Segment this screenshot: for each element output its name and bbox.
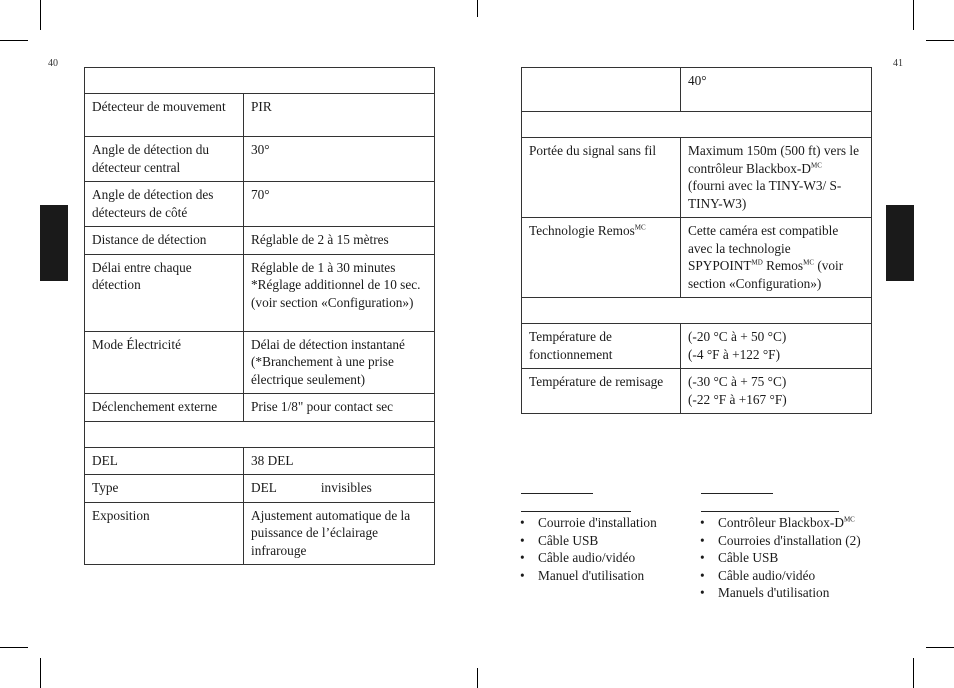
spec-label: Mode Électricité	[85, 331, 244, 394]
type-value-a: DEL	[251, 480, 277, 495]
table-row	[522, 138, 872, 218]
spec-label: Détecteur de mouvement	[85, 94, 244, 137]
list-item: • Câble USB	[700, 549, 890, 567]
contents-list-right	[700, 514, 890, 602]
table-row	[85, 254, 435, 331]
tech-text-3: (voir section «Configuration»)	[688, 258, 844, 291]
section-header	[522, 298, 872, 324]
crop-mark	[913, 658, 914, 688]
spec-label: Délai entre chaque détection	[85, 254, 244, 331]
contents-title-left-line	[521, 493, 593, 494]
temp-c: (-20 °C à + 50 °C)	[688, 329, 787, 344]
tech-text-2: Remos	[762, 258, 804, 273]
table-row	[85, 182, 435, 227]
spec-value: 38 DEL	[244, 447, 435, 475]
right-spec-table	[521, 67, 872, 414]
table-section-row	[522, 112, 872, 138]
list-item: • Courroie d'installation	[520, 514, 690, 532]
crop-mark	[477, 668, 478, 688]
contents-rule-right	[701, 511, 839, 512]
crop-mark	[926, 40, 954, 41]
spec-label: Température de fonctionnement	[522, 324, 681, 369]
table-row	[85, 502, 435, 565]
spec-value: Prise 1/8" pour contact sec	[244, 394, 435, 422]
list-item: • Manuels d'utilisation	[700, 584, 890, 602]
table-row	[85, 447, 435, 475]
range-text-2: (fourni avec la TINY-W3/ S-TINY-W3)	[688, 178, 842, 211]
spec-label: Déclenchement externe	[85, 394, 244, 422]
spec-label: Exposition	[85, 502, 244, 565]
crop-mark	[40, 0, 41, 30]
table-row	[85, 94, 435, 137]
temp-f: (-22 °F à +167 °F)	[688, 391, 787, 407]
section-header	[522, 112, 872, 138]
spec-value: Réglable de 2 à 15 mètres	[244, 227, 435, 255]
spec-label	[522, 68, 681, 112]
tech-label-sup: MC	[634, 223, 646, 232]
range-text: Maximum 150m (500 ft) vers le contrôleur Blackbox-D	[688, 143, 859, 176]
list-item	[700, 514, 890, 532]
table-row	[522, 68, 872, 112]
temp-c: (-30 °C à + 75 °C)	[688, 374, 787, 389]
table-section-row	[85, 68, 435, 94]
section-header	[85, 421, 435, 447]
spec-value	[681, 138, 872, 218]
crop-mark	[913, 0, 914, 30]
table-row	[85, 137, 435, 182]
temp-f: (-4 °F à +122 °F)	[688, 346, 781, 362]
spec-value	[681, 218, 872, 298]
spec-value: Réglable de 1 à 30 minutes *Réglage additionnel de 10 sec. (voir section «Configuration»)	[244, 254, 435, 331]
right-thumb-tab	[886, 205, 914, 281]
list-item: • Manuel d'utilisation	[520, 567, 690, 585]
spec-value: Ajustement automatique de la puissance de l’éclairage infrarouge	[244, 502, 435, 565]
tech-sup-1: MD	[751, 258, 763, 267]
range-sup: MC	[810, 161, 822, 170]
crop-mark	[477, 0, 478, 17]
table-row	[85, 394, 435, 422]
list-item: • Câble USB	[520, 532, 690, 550]
tech-text-1: Cette caméra est compatible avec la technologie SPYPOINT	[688, 223, 839, 273]
table-row	[85, 475, 435, 503]
spec-label: Angle de détection des détecteurs de côté	[85, 182, 244, 227]
list-item: • Câble audio/vidéo	[700, 567, 890, 585]
spec-value: 30°	[244, 137, 435, 182]
list-item-sup: MC	[843, 515, 855, 524]
spec-label: DEL	[85, 447, 244, 475]
contents-rule-left	[521, 511, 631, 512]
table-row	[522, 218, 872, 298]
spec-label	[522, 218, 681, 298]
type-value-b: invisibles	[320, 480, 372, 495]
page-number-right: 41	[893, 58, 903, 69]
spec-value: PIR	[244, 94, 435, 137]
list-item: • Câble audio/vidéo	[520, 549, 690, 567]
list-item: • Courroies d'installation (2)	[700, 532, 890, 550]
left-thumb-tab	[40, 205, 68, 281]
spec-label: Température de remisage	[522, 369, 681, 414]
spec-value	[681, 369, 872, 414]
spec-value: Délai de détection instantané (*Branchement à une prise électrique seulement)	[244, 331, 435, 394]
spec-value: 40°	[681, 68, 872, 112]
left-spec-table	[84, 67, 435, 565]
contents-title-right-line	[701, 493, 773, 494]
list-item-text: Contrôleur Blackbox-D	[718, 515, 844, 530]
table-row	[85, 331, 435, 394]
section-header	[85, 68, 435, 94]
spec-label: Type	[85, 475, 244, 503]
table-row	[522, 369, 872, 414]
table-row	[522, 324, 872, 369]
tech-label: Technologie Remos	[529, 223, 635, 238]
spec-value: 70°	[244, 182, 435, 227]
page-number-left: 40	[48, 58, 58, 69]
contents-list-left	[520, 514, 690, 584]
spec-label: Portée du signal sans fil	[522, 138, 681, 218]
crop-mark	[926, 647, 954, 648]
spec-value	[681, 324, 872, 369]
table-row	[85, 227, 435, 255]
spec-value	[244, 475, 435, 503]
spec-label: Angle de détection du détecteur central	[85, 137, 244, 182]
spec-label: Distance de détection	[85, 227, 244, 255]
table-section-row	[522, 298, 872, 324]
table-section-row	[85, 421, 435, 447]
crop-mark	[0, 647, 28, 648]
tech-sup-2: MC	[803, 258, 814, 267]
crop-mark	[40, 658, 41, 688]
crop-mark	[0, 40, 28, 41]
